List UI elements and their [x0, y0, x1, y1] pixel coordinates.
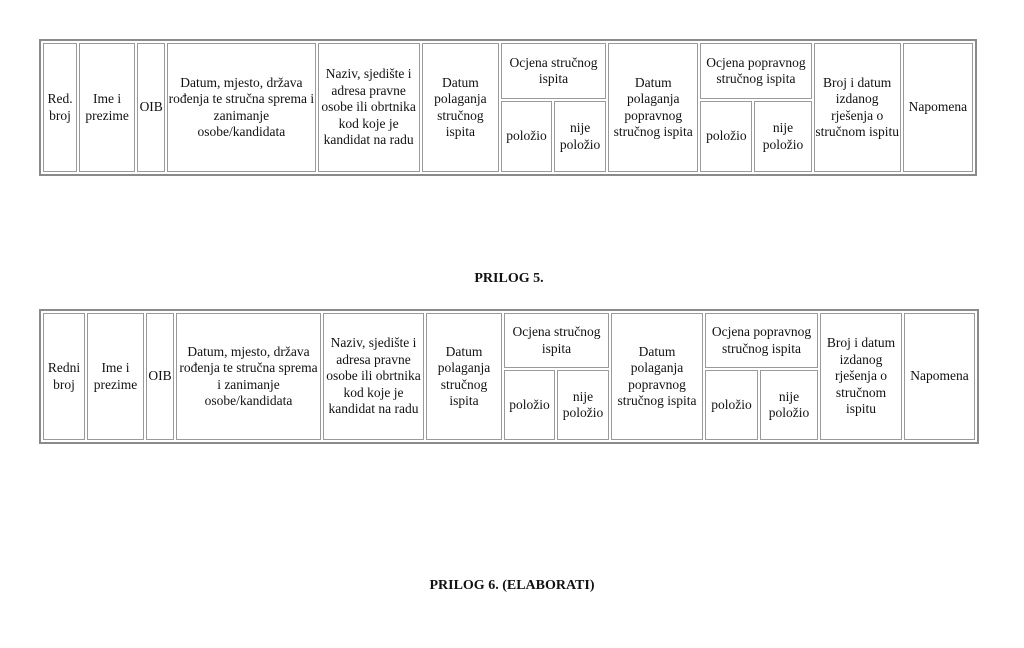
header-ime-prezime: Ime i prezime: [79, 43, 135, 172]
header-redni-broj: Red. broj: [43, 43, 77, 172]
header-naziv-sjediste: Naziv, sjedište i adresa pravne osobe ili obrtnika kod koje je kandidat na radu: [318, 43, 420, 172]
header-nije-polozio: nije položio: [557, 370, 609, 440]
header-ocjena-ispita: Ocjena stručnog ispita: [504, 313, 609, 368]
header-ime-prezime: Ime i prezime: [87, 313, 144, 440]
header-napomena: Napomena: [903, 43, 973, 172]
exam-register-table-1: [39, 39, 977, 176]
header-datum-popravnog: Datum polaganja popravnog stručnog ispita: [608, 43, 698, 172]
header-ocjena-ispita: Ocjena stručnog ispita: [501, 43, 606, 99]
header-oib: OIB: [146, 313, 174, 440]
header-popravni-polozio: položio: [705, 370, 758, 440]
header-broj-datum-rjesenja: Broj i datum izdanog rješenja o stručnom ispitu: [814, 43, 901, 172]
header-datum-polaganja: Datum polaganja stručnog ispita: [422, 43, 499, 172]
header-oib: OIB: [137, 43, 165, 172]
header-datum-mjesto: Datum, mjesto, država rođenja te stručna sprema i zanimanje osobe/kandidata: [167, 43, 315, 172]
header-polozio: položio: [501, 101, 552, 172]
exam-register-table-2: [39, 309, 979, 444]
prilog-6-heading: PRILOG 6. (ELABORATI): [429, 578, 595, 593]
header-ocjena-popravnog: Ocjena popravnog stručnog ispita: [700, 43, 811, 99]
header-popravni-nije-polozio: nije položio: [754, 101, 811, 172]
header-datum-polaganja: Datum polaganja stručnog ispita: [426, 313, 502, 440]
header-redni-broj: Redni broj: [43, 313, 85, 440]
header-popravni-nije-polozio: nije položio: [760, 370, 818, 440]
header-naziv-sjediste: Naziv, sjedište i adresa pravne osobe ili obrtnika kod koje je kandidat na radu: [323, 313, 424, 440]
header-polozio: položio: [504, 370, 555, 440]
header-popravni-polozio: položio: [700, 101, 752, 172]
prilog-5-heading: PRILOG 5.: [474, 271, 544, 286]
header-nije-polozio: nije položio: [554, 101, 606, 172]
header-datum-popravnog: Datum polaganja popravnog stručnog ispita: [611, 313, 703, 440]
header-datum-mjesto: Datum, mjesto, država rođenja te stručna sprema i zanimanje osobe/kandidata: [176, 313, 321, 440]
header-napomena: Napomena: [904, 313, 975, 440]
header-broj-datum-rjesenja: Broj i datum izdanog rješenja o stručnom ispitu: [820, 313, 902, 440]
header-ocjena-popravnog: Ocjena popravnog stručnog ispita: [705, 313, 818, 368]
